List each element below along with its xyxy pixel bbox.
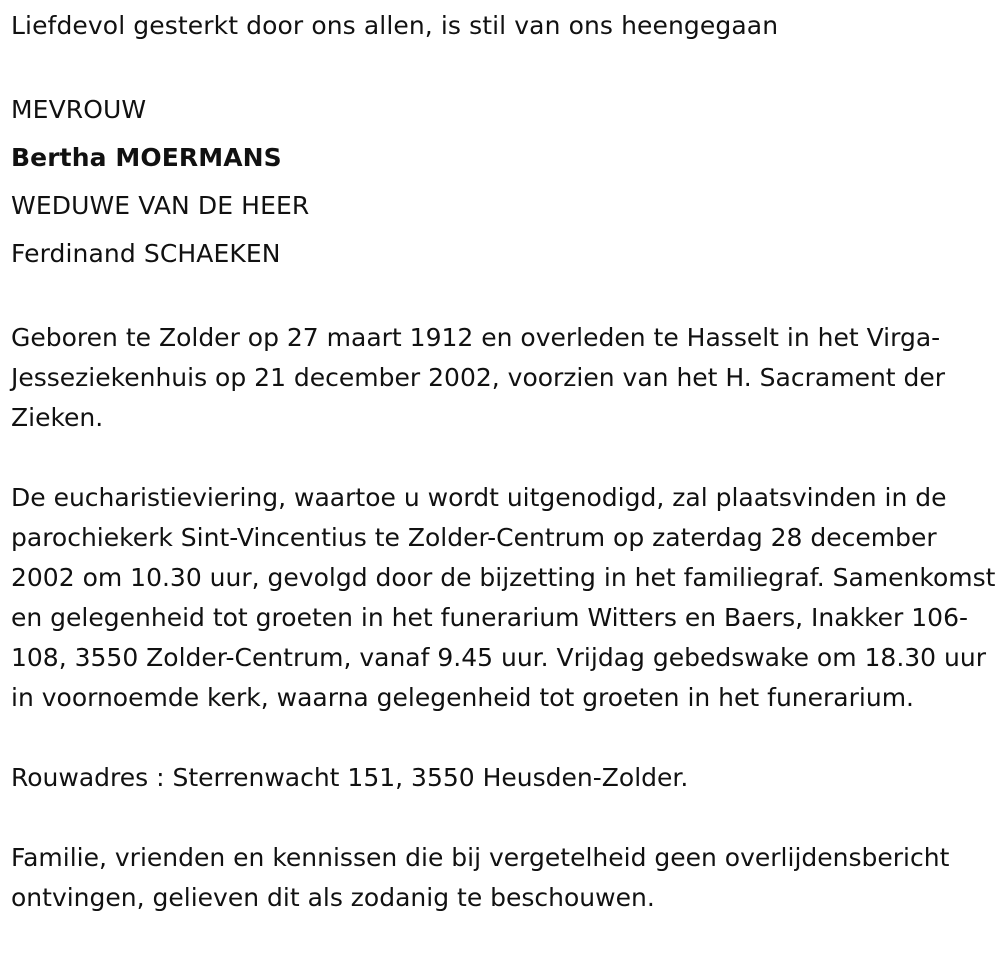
spacer	[11, 278, 996, 318]
spouse-name: Ferdinand SCHAEKEN	[11, 239, 281, 268]
deceased-name: Bertha MOERMANS	[11, 143, 282, 172]
honorific: MEVROUW	[11, 95, 147, 124]
obituary-notice	[11, 6, 996, 918]
ceremony-paragraph: De eucharistieviering, waartoe u wordt uitgenodigd, zal plaatsvinden in de parochiekerk Sint-Vincentius te Zolder-Centrum op zaterdag 28 december 2002 om 10.30 uur, gevolgd door de bijzetting in het familiegraf. Samenkomst en gelegenheid tot groeten in het funerarium Witters en Baers, Inakker 106-108, 3550 Zolder-Centrum, vanaf 9.45 uur. Vrijdag gebedswake om 18.30 uur in voornoemde kerk, waarna gelegenheid tot groeten in het funerarium.	[11, 483, 996, 712]
spacer	[11, 46, 996, 86]
closing-notice: Familie, vrienden en kennissen die bij vergetelheid geen overlijdensbericht ontvingen, gelieven dit als zodanig te beschouwen.	[11, 843, 950, 912]
spacer	[11, 718, 996, 758]
relation-line: WEDUWE VAN DE HEER	[11, 191, 310, 220]
spacer	[11, 798, 996, 838]
birth-death-paragraph: Geboren te Zolder op 27 maart 1912 en overleden te Hasselt in het Virga-Jesseziekenhuis op 21 december 2002, voorzien van het H. Sacrament der Zieken.	[11, 323, 946, 432]
intro-line: Liefdevol gesterkt door ons allen, is stil van ons heengegaan	[11, 11, 779, 40]
mourning-address: Rouwadres : Sterrenwacht 151, 3550 Heusden-Zolder.	[11, 763, 689, 792]
spacer	[11, 438, 996, 478]
name-block	[11, 86, 996, 278]
